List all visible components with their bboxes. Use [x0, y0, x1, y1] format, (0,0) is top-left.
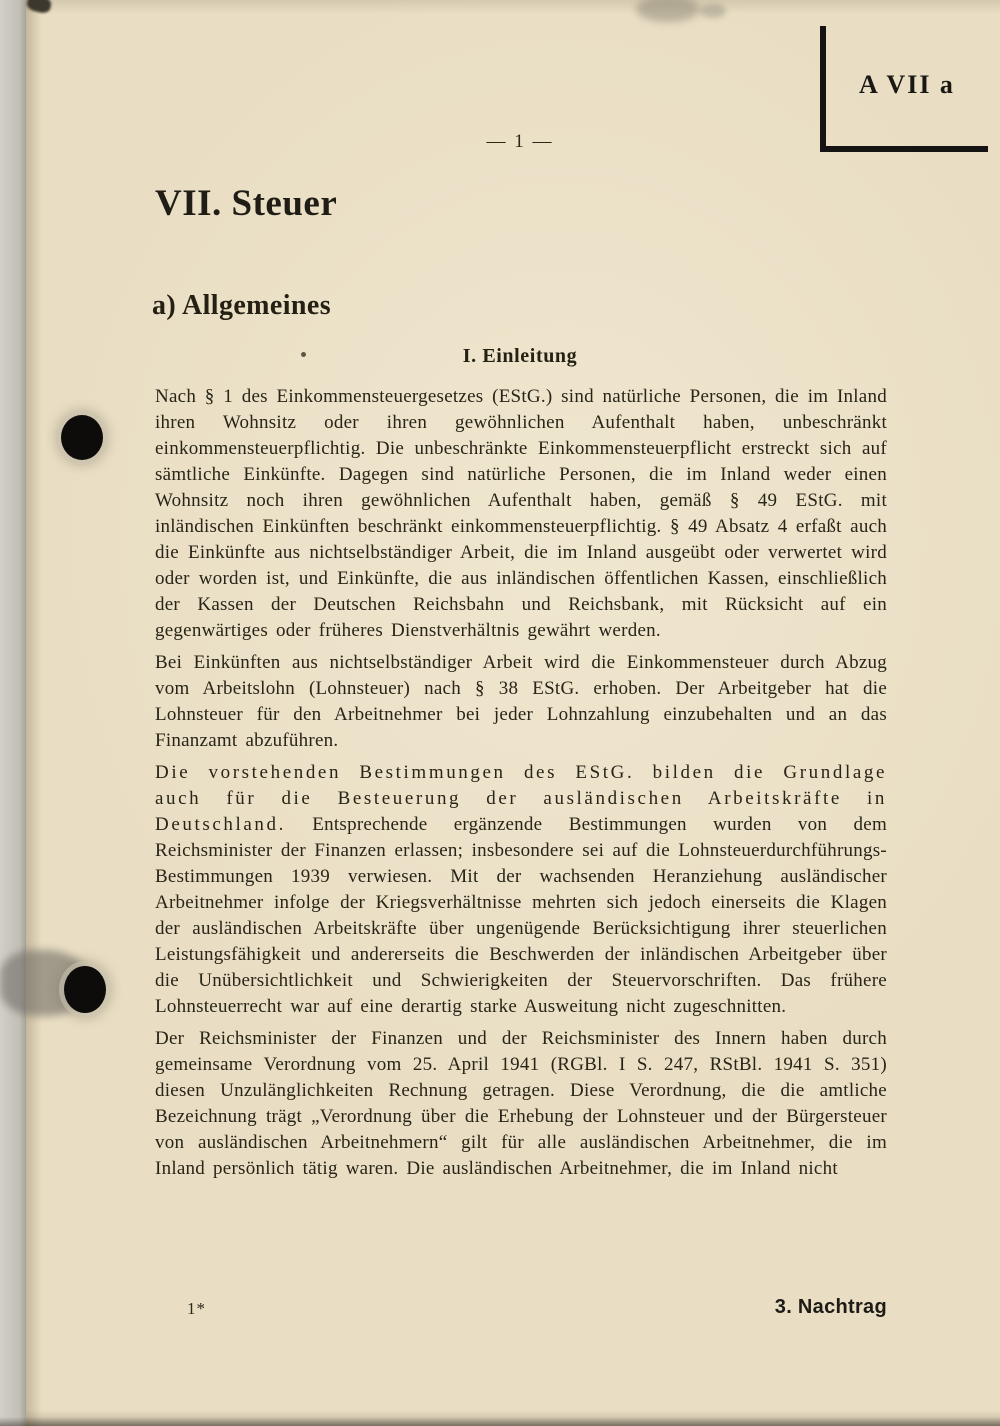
paragraph-3-continuation: Entsprechende ergänzende Bestimmungen wurden von dem Reichsminister der Finanzen erlassen; insbesondere sei auf die Lohnsteuerdurchführungs-Bestimmungen 1939 verwiesen. Mit der wachsenden Heranziehung ausländischer Arbeitnehmer infolge der Kriegsverhältnisse mehrten sich jedoch einerseits die Klagen der ausländischen Arbeitskräfte über ungenügende Berücksichtigung ihrer steuerlichen Leistungsfähigkeit und andererseits die Beschwerden der inländischen Arbeitgeber über die Unübersichtlichkeit und Schwierigkeiten der Steuervorschriften. Das frühere Lohnsteuerrecht war auf eine derartig starke Ausweitung nicht zugeschnitten.: [155, 814, 887, 1017]
section-title: a) Allgemeines: [152, 290, 332, 321]
paragraph-3-spaced-lead: Die vorstehenden Bestimmungen des EStG. bilden die Grundlage auch für die Besteuerung der ausländischen Arbeitskräfte in Deutschland.: [155, 762, 887, 835]
body-text: [155, 384, 887, 1188]
paragraph-2: Bei Einkünften aus nichtselbständiger Arbeit wird die Einkommensteuer durch Abzug vom Arbeitslohn (Lohnsteuer) nach § 38 EStG. erhoben. Der Arbeitgeber hat die Lohnsteuer für den Arbeitnehmer bei jeder Lohnzahlung einzubehalten und an das Finanzamt abzuführen.: [155, 652, 887, 751]
footer-supplement-label: 3. Nachtrag: [774, 1296, 887, 1318]
bottom-edge-shadow: [0, 1417, 1000, 1426]
scanner-edge-left: [0, 0, 28, 1426]
page-number: — 1 —: [486, 131, 554, 152]
pencil-smudge-top-center-2: [700, 4, 726, 18]
section-heading: I. Einleitung: [462, 345, 578, 367]
footer-signature-mark: 1*: [187, 1299, 206, 1318]
punch-hole-top: [61, 415, 103, 460]
corner-tag-label: A VII a: [859, 70, 955, 99]
paragraph-4: Der Reichsminister der Finanzen und der Reichsminister des Innern haben durch gemeinsame Verordnung vom 25. April 1941 (RGBl. I S. 247, RStBl. 1941 S. 351) diesen Unzulänglichkeiten Rechnung getragen. Diese Verordnung, die die amtliche Bezeichnung trägt „Verordnung über die Erhebung der Lohnsteuer und der Bürgersteuer von ausländischen Arbeitnehmern“ gilt für alle ausländischen Arbeitnehmer, die im Inland persönlich tätig waren. Die ausländischen Arbeitnehmer, die im Inland nicht: [155, 1028, 887, 1179]
paragraph-1: Nach § 1 des Einkommensteuergesetzes (EStG.) sind natürliche Personen, die im Inland ihren Wohnsitz oder ihren gewöhnlichen Aufenthalt haben, unbeschränkt einkommensteuerpflichtig. Die unbeschränkte Einkommensteuerpflicht erstreckt sich auf sämtliche Einkünfte. Dagegen sind natürliche Personen, die im Inland weder einen Wohnsitz noch ihren gewöhnlichen Aufenthalt haben, gemäß § 49 EStG. mit inländischen Einkünften beschränkt einkommensteuerpflichtig. § 49 Absatz 4 erfaßt auch die Einkünfte aus nichtselbständiger Arbeit, die im Inland ausgeübt oder verwertet wird oder worden ist, und Einkünfte, die aus inländischen öffentlichen Kassen, einschließlich der Kassen der Deutschen Reichsbahn und Reichsbank, mit Rücksicht auf ein gegenwärtiges oder früheres Dienstverhältnis gewährt werden.: [155, 386, 887, 641]
paragraph-3: [155, 760, 887, 1020]
chapter-title: VII. Steuer: [155, 183, 338, 224]
punch-hole-bottom: [64, 966, 106, 1013]
